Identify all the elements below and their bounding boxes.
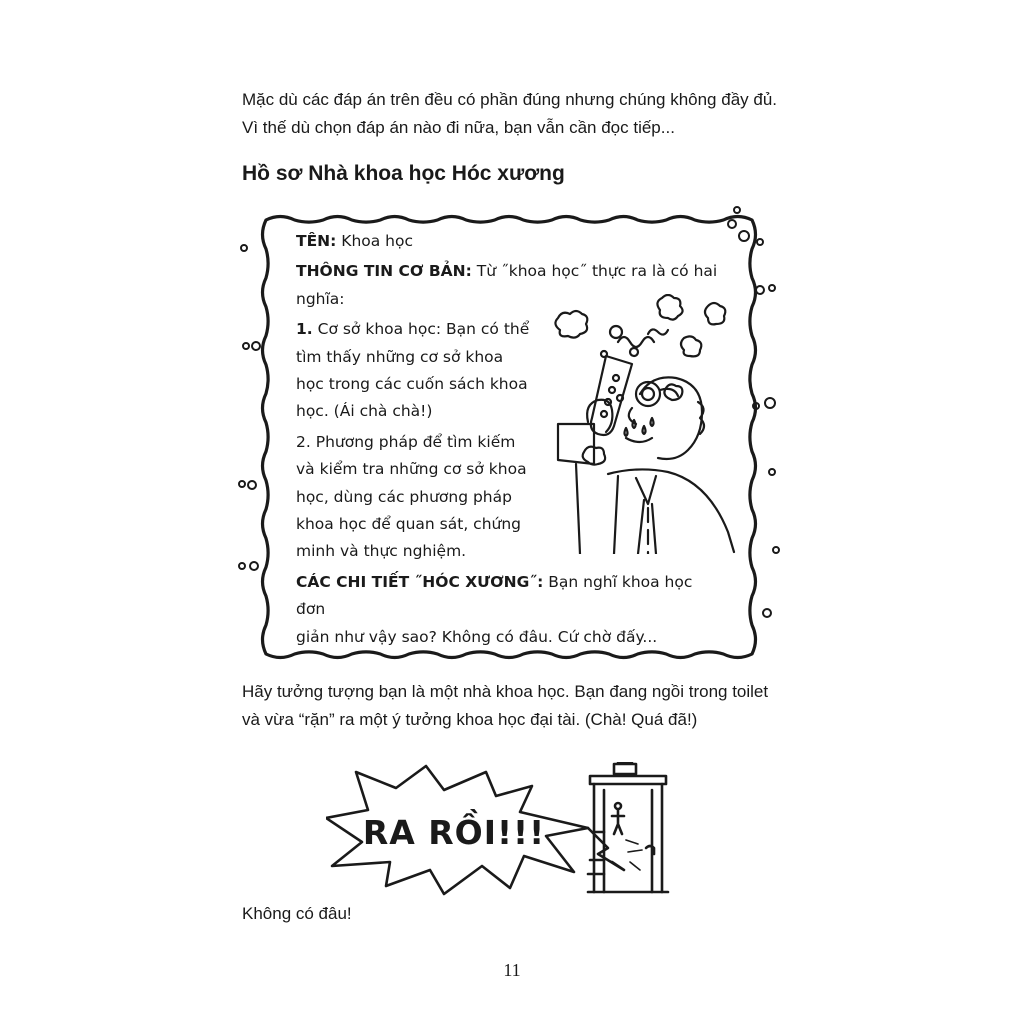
mid-line-1: Hãy tưởng tượng bạn là một nhà khoa học. Bạn đang ngồi trong toilet (242, 682, 769, 701)
name-label: TÊN: (296, 232, 337, 250)
basic-info-text: Từ ˝khoa học˝ thực ra là có hai (476, 262, 718, 281)
point-1-label: 1. (296, 320, 313, 339)
burst-text: RA RỒI!!! (362, 813, 546, 852)
detail-text-2: giản như vậy sao? Không có đâu. Cứ chờ đấy... (296, 627, 658, 646)
point-2-line: khoa học để quan sát, chứng (296, 515, 522, 534)
point-2-line: học, dùng các phương pháp (296, 487, 512, 506)
basic-info-text-2: nghĩa: (296, 289, 345, 308)
point-2-line: 2. Phương pháp để tìm kiếm (296, 432, 516, 451)
section-heading: Hồ sơ Nhà khoa học Hóc xương (242, 162, 565, 185)
speech-burst-illustration (326, 762, 706, 902)
basic-info-label: THÔNG TIN CƠ BẢN: (296, 262, 472, 281)
name-value: Khoa học (341, 232, 414, 250)
closing-line: Không có đâu! (242, 904, 352, 923)
intro-line-2: Vì thế dù chọn đáp án nào đi nữa, bạn vẫn cần đọc tiếp... (242, 118, 675, 137)
mid-line-2: và vừa “rặn” ra một ý tưởng khoa học đại tài. (Chà! Quá đã!) (242, 710, 698, 729)
page-number: 11 (503, 960, 521, 980)
detail-label: CÁC CHI TIẾT ˝HÓC XƯƠNG˝: (296, 572, 544, 591)
point-1-line: tìm thấy những cơ sở khoa (296, 347, 504, 366)
point-1 (296, 316, 546, 426)
point-2-line: và kiểm tra những cơ sở khoa (296, 460, 527, 479)
detail-text: Bạn nghĩ khoa học đơn (296, 572, 693, 619)
point-1-line: học. (Ái chà chà!) (296, 402, 433, 421)
point-2 (296, 429, 546, 566)
scientist-illustration (548, 294, 738, 554)
point-1-line: học trong các cuốn sách khoa (296, 375, 528, 394)
toilet-door-illustration (588, 762, 668, 892)
point-1-line: Cơ sở khoa học: Bạn có thể (317, 320, 530, 339)
intro-paragraph (242, 86, 777, 142)
mid-paragraph (242, 678, 768, 734)
intro-line-1: Mặc dù các đáp án trên đều có phần đúng nhưng chúng không đầy đủ. (242, 90, 778, 109)
point-2-line: minh và thực nghiệm. (296, 542, 467, 561)
